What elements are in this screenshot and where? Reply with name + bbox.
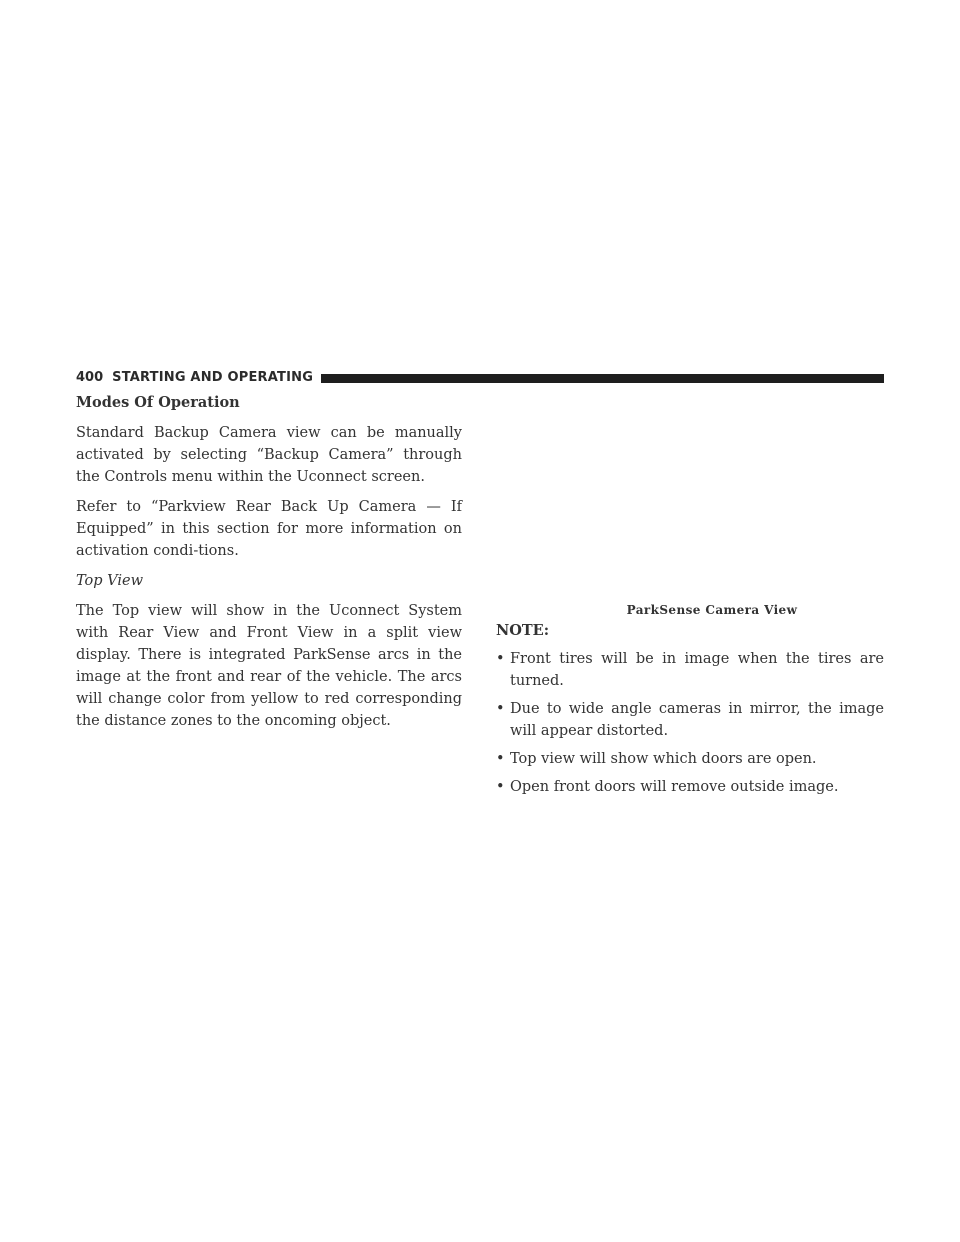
right-column (496, 392, 884, 804)
figure-parksense-camera-view (496, 392, 884, 618)
list-item (496, 776, 884, 798)
list-item (496, 698, 884, 742)
subheading-top-view: Top View (76, 573, 144, 589)
page-number: 400 (76, 370, 104, 385)
left-column (76, 392, 462, 740)
bullet-icon: • (496, 651, 505, 667)
notes-list (496, 648, 884, 798)
note-text: Due to wide angle cameras in mirror, the image will appear distorted. (510, 701, 884, 739)
note-heading: NOTE: (496, 622, 550, 639)
header-rule (321, 374, 884, 383)
bullet-icon: • (496, 779, 505, 795)
section-heading: Modes Of Operation (76, 394, 240, 411)
paragraph-refer-parkview: Refer to “Parkview Rear Back Up Camera — If Equipped” in this section for more information on activation condi-tions. (76, 499, 462, 559)
section-title: STARTING AND OPERATING (112, 370, 314, 385)
paragraph-backup-camera: Standard Backup Camera view can be manually activated by selecting “Backup Camera” through the Controls menu within the Uconnect screen. (76, 425, 462, 485)
note-text: Front tires will be in image when the tires are turned. (510, 651, 884, 689)
page-header (76, 370, 884, 386)
list-item (496, 748, 884, 770)
bullet-icon: • (496, 751, 505, 767)
paragraph-top-view: The Top view will show in the Uconnect System with Rear View and Front View in a split view display. There is integrated ParkSense arcs in the image at the front and rear of the vehicle. The arcs will change color from yellow to red corresponding the distance zones to the oncoming object. (76, 603, 462, 729)
bullet-icon: • (496, 701, 505, 717)
list-item (496, 648, 884, 692)
figure-caption: ParkSense Camera View (626, 603, 798, 617)
note-text: Open front doors will remove outside image. (510, 779, 839, 795)
note-text: Top view will show which doors are open. (510, 751, 817, 767)
